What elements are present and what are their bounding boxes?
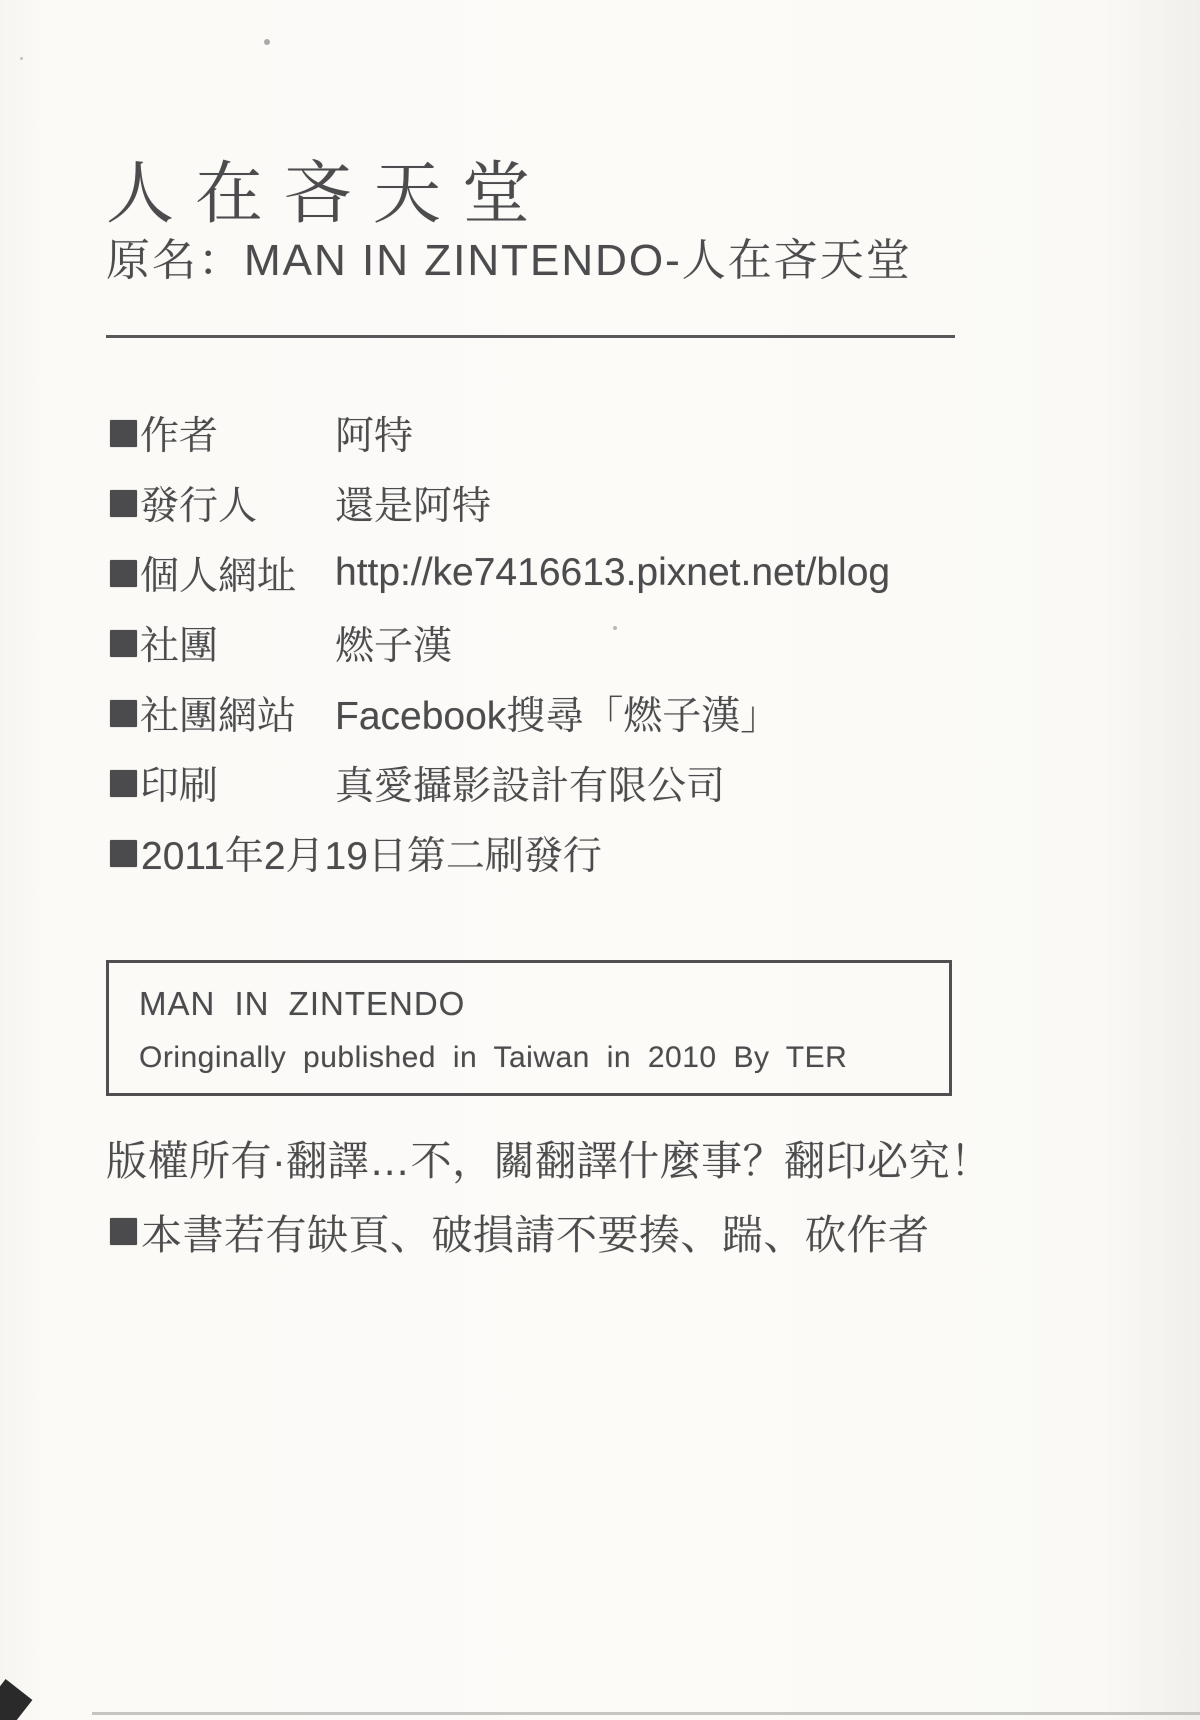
info-row-printer	[0, 748, 1200, 818]
rights-statement: 版權所有·翻譯…不，關翻譯什麼事？翻印必究！	[106, 1138, 992, 1184]
copyright-box-note: Oringinally published in Taiwan in 2010 By TER	[139, 1041, 848, 1074]
divider-line	[106, 335, 955, 338]
info-row-website	[0, 538, 1200, 608]
copyright-box	[106, 960, 952, 1096]
scan-corner-smudge	[0, 1679, 32, 1720]
scan-speck	[613, 626, 617, 630]
info-row-label: 社團	[140, 625, 219, 668]
info-row-publisher	[0, 468, 1200, 538]
square-bullet-icon	[110, 770, 137, 797]
info-row-value: 燃子漢	[335, 625, 453, 668]
page-title: 人在吝天堂	[106, 156, 552, 232]
copyright-box-title: MAN IN ZINTENDO	[139, 985, 466, 1022]
info-row-circle	[0, 608, 1200, 678]
warning-text: 本書若有缺頁、破損請不要揍、踹、砍作者	[141, 1211, 930, 1258]
scan-edge-streak	[92, 1712, 1200, 1715]
info-row-value: Facebook搜尋「燃子漢」	[335, 695, 780, 738]
info-row-label: 印刷	[140, 765, 219, 808]
info-row-value: http://ke7416613.pixnet.net/blog	[335, 551, 891, 594]
release-date-row	[0, 818, 1200, 888]
square-bullet-icon	[110, 840, 137, 867]
info-row-label: 作者	[140, 415, 219, 458]
scan-speck	[20, 57, 23, 60]
square-bullet-icon	[110, 560, 137, 587]
square-bullet-icon	[110, 420, 137, 447]
original-title-line: 原名：MAN IN ZINTENDO-人在吝天堂	[106, 236, 912, 285]
square-bullet-icon	[110, 630, 137, 657]
square-bullet-icon	[110, 1218, 137, 1245]
info-row-value: 還是阿特	[335, 485, 492, 528]
scan-speck	[264, 39, 270, 45]
info-row-label: 發行人	[140, 485, 258, 528]
info-row-label: 社團網站	[140, 695, 297, 738]
info-row-label: 個人網址	[140, 555, 297, 598]
info-row-value: 阿特	[335, 415, 414, 458]
warning-row	[0, 1196, 930, 1266]
square-bullet-icon	[110, 700, 137, 727]
release-date-text: 2011年2月19日第二刷發行	[141, 835, 602, 878]
info-list	[0, 398, 1200, 888]
info-row-circle-site	[0, 678, 1200, 748]
square-bullet-icon	[110, 490, 137, 517]
info-row-author	[0, 398, 1200, 468]
info-row-value: 真愛攝影設計有限公司	[335, 765, 726, 808]
